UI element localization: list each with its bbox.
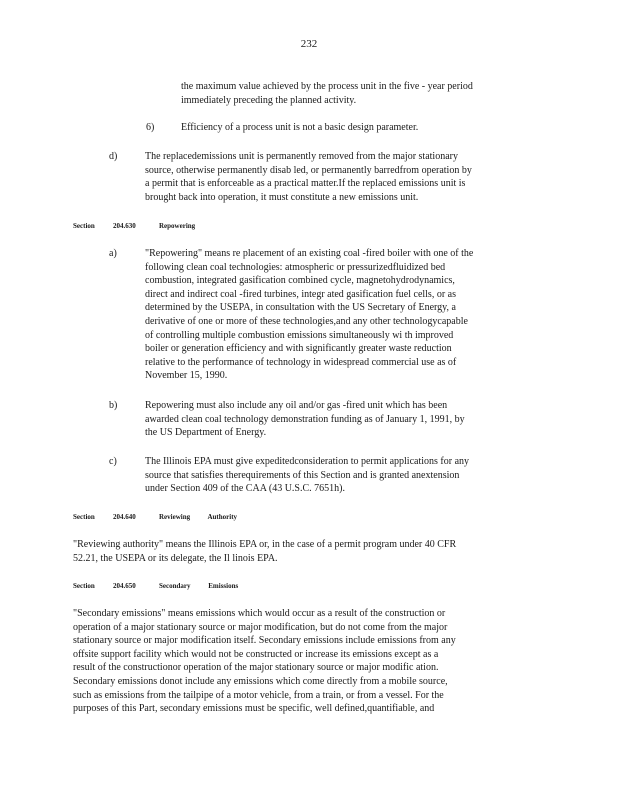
item-b-paragraph <box>145 399 535 440</box>
text-line: The Illinois EPA must give expeditedconsideration to permit applications for any <box>145 456 470 467</box>
text-line: following clean coal technologies: atmospheric or pressurizedfluidized bed <box>145 261 446 273</box>
section-number: 204.640 <box>113 513 136 521</box>
text-line: immediately preceding the planned activity. <box>181 94 357 106</box>
text-line: of controlling multiple combustion emissions simultaneously wi th improved <box>145 329 454 341</box>
section-word: Section <box>73 582 95 590</box>
text-line: Secondary emissions donot include any emissions which come directly from a mobile source, <box>73 675 448 687</box>
item-label-a: a) <box>109 248 117 259</box>
text-line: awarded clean coal technology demonstration funding as of January 1, 1991, by <box>145 413 465 425</box>
text-line: offsite support facility which would not be constructed or increase its emissions except as a <box>73 648 439 660</box>
page-number: 232 <box>300 38 318 50</box>
section-word: Section <box>73 222 95 230</box>
text-line: boiler or generation efficiency and with significantly greater waste reduction <box>145 343 452 355</box>
text-line: "Secondary emissions" means emissions which would occur as a result of the construction or <box>73 608 446 619</box>
item-c-paragraph <box>145 455 535 496</box>
reviewing-authority-paragraph <box>73 538 543 565</box>
item-label-6: 6) <box>146 122 155 133</box>
text-line: "Repowering" means re placement of an existing coal -fired boiler with one of the <box>145 248 474 259</box>
text-line: a permit that is enforceable as a practical matter.If the replaced emissions unit is <box>145 178 466 190</box>
text-line: purposes of this Part, secondary emissions must be specific, well defined,quantifiable, and <box>73 703 435 715</box>
text-line: the US Department of Energy. <box>145 427 267 439</box>
text-line: under Section 409 of the CAA (43 U.S.C. 7651h). <box>145 483 345 495</box>
text-line: the maximum value achieved by the process unit in the five - year period <box>181 81 473 92</box>
text-line: determined by the USEPA, in consultation with the US Secretary of Energy, a <box>145 302 456 314</box>
text-line: November 15, 1990. <box>145 370 228 382</box>
text-line: derivative of one or more of these technologies,and any other technologycapable <box>145 315 468 327</box>
item-d-paragraph <box>145 150 535 204</box>
text-line: brought back into operation, it must constitute a new emissions unit. <box>145 191 419 203</box>
text-line: stationary source or major modification itself. Secondary emissions include emissions from any <box>73 635 456 647</box>
section-word: Section <box>73 513 95 521</box>
item-label-b: b) <box>109 400 118 411</box>
item-6-text: Efficiency of a process unit is not a basic design parameter. <box>181 122 419 133</box>
section-number: 204.650 <box>113 582 136 590</box>
text-line: "Reviewing authority" means the Illinois EPA or, in the case of a permit program under 40 CFR <box>73 539 457 550</box>
text-line: Repowering must also include any oil and/or gas -fired unit which has been <box>145 400 448 411</box>
section-title: Secondary Emissions <box>159 582 239 590</box>
text-line: source that satisfies therequirements of this Section and is granted anextension <box>145 469 460 481</box>
text-line: operation of a major stationary source or major modification, but do not come from the major <box>73 621 448 633</box>
item-label-c: c) <box>109 456 117 467</box>
section-title: Reviewing Authority <box>159 513 238 521</box>
secondary-emissions-paragraph <box>73 607 543 716</box>
text-line: 52.21, the USEPA or its delegate, the Il linois EPA. <box>73 552 278 564</box>
text-line: The replacedemissions unit is permanently removed from the major stationary <box>145 151 458 162</box>
item-a-paragraph <box>145 247 535 383</box>
item-label-d: d) <box>109 151 118 162</box>
section-title: Repowering <box>159 222 196 230</box>
section-number: 204.630 <box>113 222 136 230</box>
text-line: direct and indirect coal -fired turbines, integr ated gasification fuel cells, or as <box>145 288 456 300</box>
text-line: relative to the performance of technology in widespread commercial use as of <box>145 356 457 368</box>
text-line: result of the constructionor operation of the major stationary source or major modific ation. <box>73 662 439 674</box>
continued-paragraph <box>181 80 526 107</box>
text-line: source, otherwise permanently disab led, or permanently barredfrom operation by <box>145 164 472 176</box>
text-line: such as emissions from the tailpipe of a motor vehicle, from a train, or from a vessel. For the <box>73 689 444 701</box>
text-line: combustion, integrated gasification combined cycle, magnetohydrodynamics, <box>145 275 455 287</box>
